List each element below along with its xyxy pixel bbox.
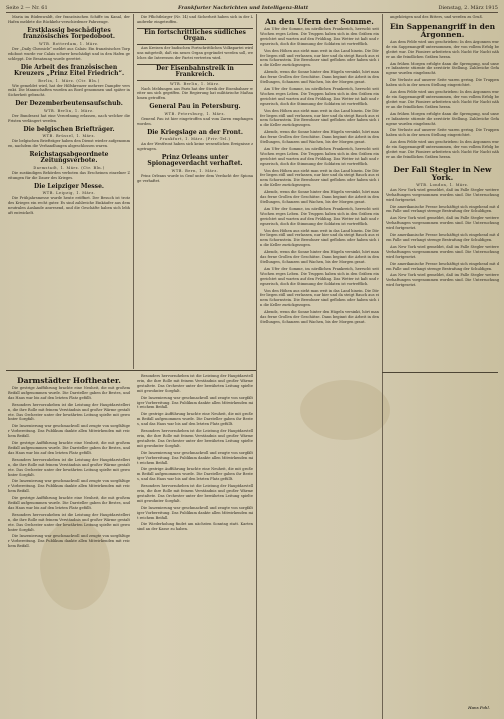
article-text: Die Inszenierung war geschmackvoll und zeugte von sorgfältiger Vorbereitung. Das Publikum dankte allen Mitwirkenden mit reichem Beifall.	[8, 424, 130, 439]
article-text: Abends, wenn die Sonne hinter den Hügeln versinkt, hört man das ferne Grollen der Geschütze. Dann beginnt die Arbeit in den Stellungen, Schanzen und Wachen, bis der Morgen graut.	[260, 310, 379, 324]
article-text: Von den Höhen aus sieht man weit in das Land hinein. Die Dörfer liegen still und verlassen, nur hier und da steigt Rauch aus einem Schornstein. Die Bewohner sind geflohen oder haben sich in die Keller zurückgezogen.	[260, 48, 379, 68]
article-text: Am frühen Morgen erfolgte dann die Sprengung, und unsere Infanterie stürmte die zerstörte Stellung. Zahlreiche Gefangene wurden eingebracht.	[386, 111, 499, 126]
feuilleton-left	[8, 374, 130, 714]
article-text: Die Inszenierung war geschmackvoll und zeugte von sorgfältiger Vorbereitung. Das Publikum dankte allen Mitwirkenden mit reichem Beifall.	[8, 534, 130, 549]
article-text: Die Verluste auf unserer Seite waren gering. Die Truppen haben sich in der neuen Stellung eingerichtet.	[386, 78, 499, 88]
article-text: Die amerikanische Presse beschäftigt sich eingehend mit dem Falle und verlangt strenge Bestrafung der Schuldigen.	[386, 204, 499, 214]
article-text: Am Ufer der Somme, im nördlichen Frankreich, herrscht seit Wochen reges Leben. Die Truppen haben sich in den Gräben eingerichtet und warten auf den Frühling. Das Wetter ist kalt und regnerisch, doch die Stimmung der Soldaten ist vortrefflich.	[260, 206, 379, 226]
article-heading: Darmstädter Hoftheater.	[17, 376, 121, 385]
article-heading: Reichstagsabgeordnete Zeitungsverbote.	[29, 150, 109, 165]
article-text: Aus Kreisen der badischen Fortschrittlichen Volkspartei wird uns mitgeteilt, daß ein neues Organ gegründet werden soll, welches die Interessen der Partei vertreten wird.	[137, 45, 253, 60]
article-text: Am Ufer der Somme, im nördlichen Frankreich, herrscht seit Wochen reges Leben. Die Truppen haben sich in den Gräben eingerichtet und warten auf den Frühling. Das Wetter ist kalt und regnerisch, doch die Stimmung der Soldaten ist vortrefflich.	[260, 86, 379, 106]
article-text: Der Bundesrat hat eine Verordnung erlassen, nach welcher die Fristen verlängert werden.	[8, 113, 130, 123]
article-text: Aus dem Felde wird uns geschrieben: In den Argonnen wurde ein Sappenangriff unternommen, der von vollem Erfolg begleitet war. Die Pioniere arbeiteten sich Nacht für Nacht näher an die feindlichen Gräben heran.	[386, 140, 499, 159]
article-text: Die gestrige Aufführung brachte eine Neuheit, die mit großem Beifall aufgenommen wurde. Die Darsteller gaben ihr Bestes, und das Haus war bis auf den letzten Platz gefüllt.	[8, 386, 130, 400]
article-heading: Ein Sappenangriff in den Argonnen.	[389, 21, 496, 39]
article-heading: An den Ufern der Somme.	[265, 17, 374, 26]
article-heading: Der Dezemberbeutensaufschub.	[15, 100, 123, 108]
article-text: Am Ufer der Somme, im nördlichen Frankreich, herrscht seit Wochen reges Leben. Die Truppen haben sich in den Gräben eingerichtet und warten auf den Frühling. Das Wetter ist kalt und regnerisch, doch die Stimmung der Soldaten ist vortrefflich.	[260, 27, 379, 46]
article-text: Die gestrige Aufführung brachte eine Neuheit, die mit großem Beifall aufgenommen wurde. Die Darsteller gaben ihr Bestes, und das Haus war bis auf den letzten Platz gefüllt.	[8, 441, 130, 455]
article-text: An der Westfront haben sich keine wesentlichen Ereignisse zugetragen.	[137, 142, 253, 151]
article-text: Die Inszenierung war geschmackvoll und zeugte von sorgfältiger Vorbereitung. Das Publikum dankte allen Mitwirkenden mit reichem Beifall.	[137, 395, 253, 410]
article-heading: Die Leipziger Messe.	[34, 182, 104, 190]
page-header	[6, 3, 498, 13]
article-text: Prinz Orleans wurde in Genf unter dem Verdacht der Spionage verhaftet.	[137, 173, 253, 183]
article-text: Die Wiederholung findet am nächsten Sonntag statt. Karten sind an der Kasse zu haben.	[137, 522, 253, 532]
article-text: Die Inszenierung war geschmackvoll und zeugte von sorgfältiger Vorbereitung. Das Publikum dankte allen Mitwirkenden mit reichem Beifall.	[137, 505, 253, 520]
dateline: Berlin, 1. März. (Ctr. Bln.)	[38, 78, 100, 83]
article-text: Die gestrige Aufführung brachte eine Neuheit, die mit großem Beifall aufgenommen wurde. Die Darsteller gaben ihr Bestes, und das Haus war bis auf den letzten Platz gefüllt.	[137, 467, 253, 482]
article-text: Von den Höhen aus sieht man weit in das Land hinein. Die Dörfer liegen still und verlassen, nur hier und da steigt Rauch aus einem Schornstein. Die Bewohner sind geflohen oder haben sich in die Keller zurückgezogen.	[260, 288, 379, 308]
article-heading: General Pau in Petersburg.	[149, 103, 241, 111]
article-text: Am Ufer der Somme, im nördlichen Frankreich, herrscht seit Wochen reges Leben. Die Truppen haben sich in den Gräben eingerichtet und warten auf den Frühling. Das Wetter ist kalt und regnerisch, doch die Stimmung der Soldaten ist vortrefflich.	[260, 266, 379, 286]
article-heading: Erstklassig beschädigtes französisches Torpedoboot.	[23, 26, 115, 41]
article-text: Abends, wenn die Sonne hinter den Hügeln versinkt, hört man das ferne Grollen der Geschütze. Dann beginnt die Arbeit in den Stellungen, Schanzen und Wachen, bis der Morgen graut.	[260, 190, 379, 204]
dateline: WTB. Berlin, 1. März.	[169, 81, 221, 86]
column-3	[260, 15, 379, 715]
article-text: Die Verluste auf unserer Seite waren gering. Die Truppen haben sich in der neuen Stellung eingerichtet.	[386, 128, 499, 138]
article-heading: Die Arbeit des französischen Kreuzers „Prinz Eitel Friedrich“.	[13, 63, 125, 78]
article-text: angehörigen und des Ritters, und werden zu Gruß.	[390, 15, 483, 19]
article-text: Die gestrige Aufführung brachte eine Neuheit, die mit großem Beifall aufgenommen wurde. Die Darsteller gaben ihr Bestes, und das Haus war bis auf den letzten Platz gefüllt.	[8, 496, 130, 510]
article-text: Die amerikanische Presse beschäftigt sich eingehend mit dem Falle und verlangt strenge Bestrafung der Schuldigen.	[386, 233, 499, 242]
article-text: Besonders hervorzuheben ist die Leistung der Hauptdarstellerin, die ihre Rolle mit feinem Verständnis und großer Wärme gestaltete. Das Orchester unter der bewährten Leitung spielte mit gewohnter Sorgfalt.	[8, 512, 130, 532]
article-text: Die Frühjahrsmesse wurde heute eröffnet. Der Besuch ist trotz des Krieges ein recht guter. Es sind zahlreiche Einkäufer aus dem neutralen Auslande anwesend, und die Geschäfte haben sich lebhaft entwickelt.	[8, 196, 130, 215]
article-text: Besonders hervorzuheben ist die Leistung der Hauptdarstellerin, die ihre Rolle mit feinem Verständnis und großer Wärme gestaltete. Das Orchester unter der bewährten Leitung spielte mit gewohnter Sorgfalt.	[137, 429, 253, 448]
page-number: Seite 2 — Nr. 61	[6, 4, 48, 11]
article-heading: Ein fortschrittliches südliches Organ.	[137, 28, 253, 45]
dateline: WTB. London, 1. März.	[416, 182, 469, 187]
dateline: Darmstadt, 1. März. (Ctr. Bln.)	[33, 165, 105, 170]
column-rule	[256, 14, 257, 719]
article-heading: Der Eisenbahnstreik in Frankreich.	[137, 64, 253, 81]
column-rule	[133, 14, 134, 369]
article-text: Der „Daily Chronicle“ meldet aus Calais: Ein französisches Torpedoboot wurde vor Calais schwer beschädigt und in den Hafen geschleppt. Die Besatzung wurde gerettet.	[8, 46, 130, 61]
column-rule	[382, 14, 383, 719]
article-text: Aus New York wird gemeldet, daß im Falle Stegler weitere Verhaftungen vorgenommen worden sind. Die Untersuchung wird fortgesetzt.	[386, 273, 499, 288]
article-text: Aus New York wird gemeldet, daß im Falle Stegler weitere Verhaftungen vorgenommen worden sind. Die Untersuchung wird fortgesetzt.	[386, 216, 499, 231]
article-text: Am Ufer der Somme, im nördlichen Frankreich, herrscht seit Wochen reges Leben. Die Truppen haben sich in den Gräben eingerichtet und warten auf den Frühling. Das Wetter ist kalt und regnerisch, doch die Stimmung der Soldaten ist vortrefflich.	[260, 146, 379, 166]
article-text: Aus dem Felde wird uns geschrieben: In den Argonnen wurde ein Sappenangriff unternommen, der von vollem Erfolg begleitet war. Die Pioniere arbeiteten sich Nacht für Nacht näher an die feindlichen Gräben heran.	[386, 90, 499, 109]
article-text: Abends, wenn die Sonne hinter den Hügeln versinkt, hört man das ferne Grollen der Geschütze. Dann beginnt die Arbeit in den Stellungen, Schanzen und Wachen, bis der Morgen graut.	[260, 70, 379, 85]
article-text: Abends, wenn die Sonne hinter den Hügeln versinkt, hört man das ferne Grollen der Geschütze. Dann beginnt die Arbeit in den Stellungen, Schanzen und Wachen, bis der Morgen graut.	[260, 130, 379, 145]
article-text: Abends, wenn die Sonne hinter den Hügeln versinkt, hört man das ferne Grollen der Geschütze. Dann beginnt die Arbeit in den Stellungen, Schanzen und Wachen, bis der Morgen graut.	[260, 250, 379, 264]
article-text: General Pau ist hier eingetroffen und vom Zaren empfangen worden.	[137, 116, 253, 126]
article-text: Von den Höhen aus sieht man weit in das Land hinein. Die Dörfer liegen still und verlassen, nur hier und da steigt Rauch aus einem Schornstein. Die Bewohner sind geflohen oder haben sich in die Keller zurückgezogen.	[260, 108, 379, 128]
article-text: Die gestrige Aufführung brachte eine Neuheit, die mit großem Beifall aufgenommen wurde. Die Darsteller gaben ihr Bestes, und das Haus war bis auf den letzten Platz gefüllt.	[137, 412, 253, 427]
article-text: Die Inszenierung war geschmackvoll und zeugte von sorgfältiger Vorbereitung. Das Publikum dankte allen Mitwirkenden mit reichem Beifall.	[8, 479, 130, 494]
article-text: Am frühen Morgen erfolgte dann die Sprengung, und unsere Infanterie stürmte die zerstörte Stellung. Zahlreiche Gefangene wurden eingebracht.	[386, 61, 499, 76]
section-rule	[6, 370, 256, 371]
article-text: Wie gemeldet wird, hat der Hilfskreuzer mehrere Dampfer versenkt. Die Mannschaften wurden an Bord genommen und später in Sicherheit gebracht.	[8, 83, 130, 98]
dateline: WTB. Berlin, 1. März.	[43, 108, 95, 113]
dateline: WTB. Brüssel, 1. März.	[42, 134, 96, 139]
issue-date: Dienstag, 2. März 1915	[438, 4, 498, 11]
article-text: Aus dem Felde wird uns geschrieben: In den Argonnen wurde ein Sappenangriff unternommen, der von vollem Erfolg begleitet war. Die Pioniere arbeiteten sich Nacht für Nacht näher an die feindlichen Gräben heran.	[386, 39, 499, 59]
article-text: Besonders hervorzuheben ist die Leistung der Hauptdarstellerin, die ihre Rolle mit feinem Verständnis und großer Wärme gestaltete. Das Orchester unter der bewährten Leitung spielte mit gewohnter Sorgfalt.	[137, 374, 253, 393]
column-2	[137, 15, 253, 367]
article-text: Von den Höhen aus sieht man weit in das Land hinein. Die Dörfer liegen still und verlassen, nur hier und da steigt Rauch aus einem Schornstein. Die Bewohner sind geflohen oder haben sich in die Keller zurückgezogen.	[260, 168, 379, 188]
dateline: Frankfurt, 1. März. (Priv.-Tel.)	[159, 137, 231, 142]
article-text: Die belgischen Briefträger haben den Dienst wieder aufgenommen, nachdem die Verhandlungen abgeschlossen waren.	[8, 139, 130, 148]
author-signature: Hans Pohl.	[468, 705, 490, 710]
dateline: WTB. Leipzig, 1. März.	[42, 191, 96, 196]
article-text: Aus New York wird gemeldet, daß im Falle Stegler weitere Verhaftungen vorgenommen worden sind. Die Untersuchung wird fortgesetzt.	[386, 244, 499, 259]
article-text: Aus New York wird gemeldet, daß im Falle Stegler weitere Verhaftungen vorgenommen worden sind. Die Untersuchung wird fortgesetzt.	[386, 187, 499, 202]
article-text: Die Inszenierung war geschmackvoll und zeugte von sorgfältiger Vorbereitung. Das Publikum dankte allen Mitwirkenden mit reichem Beifall.	[137, 450, 253, 465]
article-text: Besonders hervorzuheben ist die Leistung der Hauptdarstellerin, die ihre Rolle mit feinem Verständnis und großer Wärme gestaltete. Das Orchester unter der bewährten Leitung spielte mit gewohnter Sorgfalt.	[137, 484, 253, 503]
dateline: WTB. Rotterdam, 1. März.	[39, 41, 99, 46]
article-heading: Prinz Orleans unter Spionageverdacht verhaftet.	[147, 153, 243, 168]
article-text: Besonders hervorzuheben ist die Leistung der Hauptdarstellerin, die ihre Rolle mit feinem Verständnis und großer Wärme gestaltete. Das Orchester unter der bewährten Leitung spielte mit gewohnter Sorgfalt.	[8, 457, 130, 477]
article-text: Maria im Rüdenwaldt, der französischen Schiffe im Kanal, der Hafen meldete die Rückkehr verschiedener Fahrzeuge.	[8, 15, 130, 24]
article-heading: Die Kriegslage an der Front.	[147, 128, 243, 136]
dateline: WTB. Bern, 1. März.	[171, 168, 219, 173]
article-text: Die zuständigen Behörden verboten das Erscheinen einzelner Zeitungen für die Dauer des Krieges.	[8, 170, 130, 180]
newspaper-title: Frankfurter Nachrichten und Intelligenz-Blatt	[177, 4, 309, 11]
article-heading: Die belgischen Briefträger.	[23, 125, 115, 133]
article-text: Von den Höhen aus sieht man weit in das Land hinein. Die Dörfer liegen still und verlassen, nur hier und da steigt Rauch aus einem Schornstein. Die Bewohner sind geflohen oder haben sich in die Keller zurückgezogen.	[260, 228, 379, 248]
dateline: WTB. Petersburg, 1. März.	[164, 111, 226, 116]
article-text: Die Pflichtbürger (Nr. 14) und Sicherheit haben sich in der Landwehr eingetroffen.	[137, 15, 253, 24]
column-4	[386, 15, 499, 715]
article-heading: Der Fall Stegler in New York.	[393, 164, 492, 182]
feuilleton-right	[137, 374, 253, 714]
column-1	[8, 15, 130, 367]
article-text: Die amerikanische Presse beschäftigt sich eingehend mit dem Falle und verlangt strenge Bestrafung der Schuldigen.	[386, 261, 499, 271]
article-text: Besonders hervorzuheben ist die Leistung der Hauptdarstellerin, die ihre Rolle mit feinem Verständnis und großer Wärme gestaltete. Das Orchester unter der bewährten Leitung spielte mit gewohnter Sorgfalt.	[8, 402, 130, 422]
article-text: Nach Meldungen aus Paris hat der Streik der Eisenbahner weiter um sich gegriffen. Die Regierung hat militärische Maßnahmen getroffen.	[137, 86, 253, 101]
